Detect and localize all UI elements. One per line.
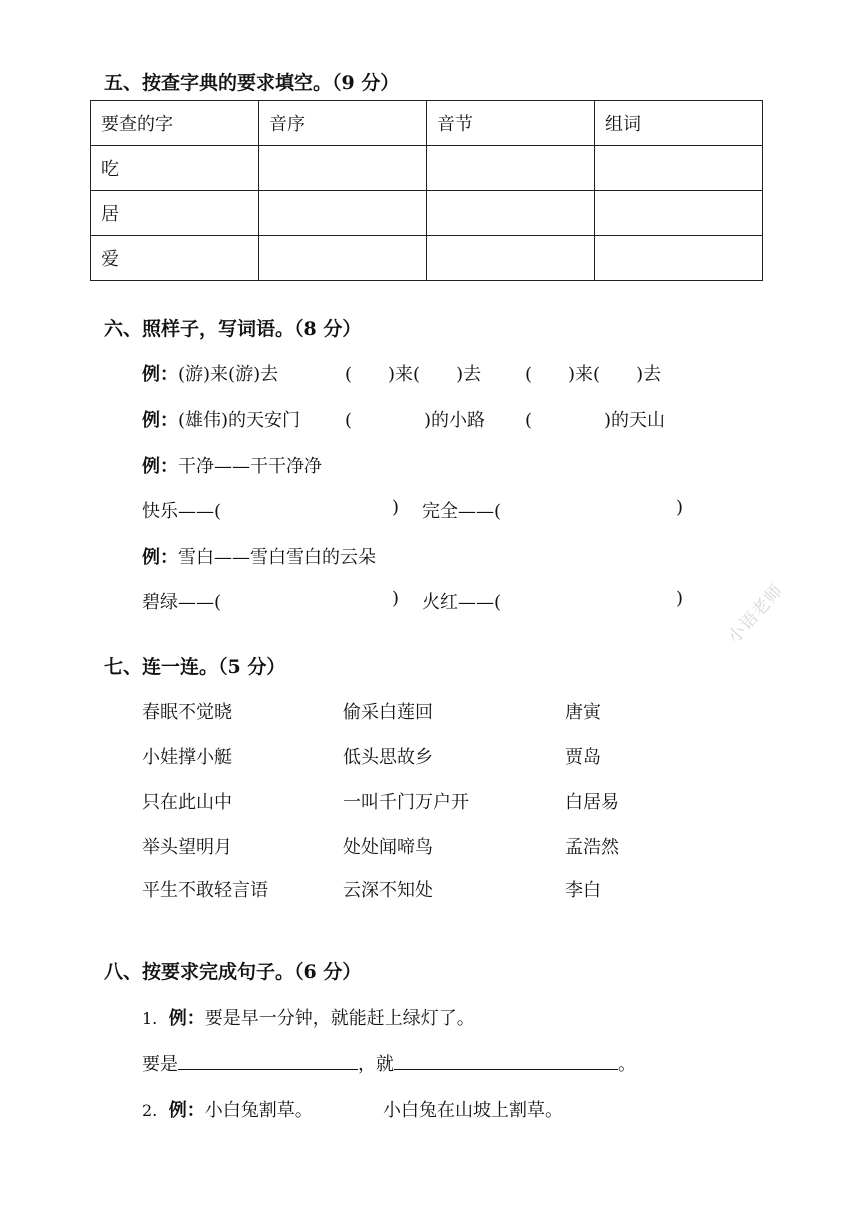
fill-sentence (142, 1050, 636, 1076)
watermark: 小语老师 (724, 580, 788, 648)
example-text: 干净——干干净净 (178, 456, 322, 477)
dictionary-table (90, 100, 763, 281)
blank-pair-a[interactable]: ( )来( )去 (345, 364, 482, 385)
example-text: 要是早一分钟，就能赶上绿灯了。 (204, 1008, 475, 1029)
list-item[interactable]: 举头望明月 (142, 837, 232, 858)
question-2 (142, 1096, 313, 1122)
example-text: (雄伟)的天安门 (178, 410, 301, 431)
list-item[interactable]: 李白 (565, 880, 601, 901)
list-item[interactable]: 只在此山中 (142, 792, 232, 813)
table-header-cell: 要查的字 (91, 101, 259, 146)
list-item[interactable]: 贾岛 (565, 747, 601, 768)
blank-phrase-b[interactable]: ( )的天山 (525, 410, 666, 431)
example-label: 例： (142, 456, 178, 477)
example-label: 例： (168, 1100, 205, 1121)
blank-phrase-a[interactable]: ( )的小路 (345, 410, 486, 431)
list-item[interactable]: 平生不敢轻言语 (142, 880, 268, 901)
example-line-3 (142, 452, 322, 478)
answer-blank[interactable] (178, 1051, 358, 1070)
table-cell-blank[interactable] (259, 236, 427, 281)
example-line-2 (142, 406, 300, 432)
answer-blank[interactable] (394, 1051, 618, 1070)
question-number: 2. (142, 1101, 158, 1120)
table-cell-blank[interactable] (595, 146, 763, 191)
close-paren: ) (676, 497, 684, 518)
word-prompt: 碧绿——( (142, 592, 222, 613)
example-label: 例： (142, 410, 178, 431)
list-item[interactable]: 处处闻啼鸟 (343, 837, 433, 858)
example-line-5 (142, 543, 376, 569)
fill-prefix: 要是 (142, 1054, 178, 1075)
example-label: 例： (168, 1008, 205, 1029)
list-item[interactable]: 唐寅 (565, 702, 601, 723)
word-prompt: 火红——( (422, 592, 502, 613)
table-cell-blank[interactable] (595, 191, 763, 236)
table-cell-blank[interactable] (595, 236, 763, 281)
table-cell-blank[interactable] (259, 146, 427, 191)
example-text: (游)来(游)去 (178, 364, 279, 385)
table-header-row (91, 101, 763, 146)
example-text: 小白兔割草。 (204, 1100, 313, 1121)
section-5-title: 五、按查字典的要求填空。（9 分） (104, 72, 400, 94)
section-6-title: 六、照样子，写词语。（8 分） (104, 318, 362, 340)
list-item[interactable]: 偷采白莲回 (343, 702, 433, 723)
table-cell-char: 吃 (91, 146, 259, 191)
table-row (91, 191, 763, 236)
question-number: 1. (142, 1009, 158, 1028)
table-header-cell: 音序 (259, 101, 427, 146)
section-8-title: 八、按要求完成句子。（6 分） (104, 961, 362, 983)
word-prompt: 完全——( (422, 501, 502, 522)
example-label: 例： (142, 364, 178, 385)
section-7-title: 七、连一连。（5 分） (104, 656, 286, 678)
list-item[interactable]: 春眠不觉晓 (142, 702, 232, 723)
table-row (91, 146, 763, 191)
list-item[interactable]: 一叫千门万户开 (343, 792, 469, 813)
table-header-cell: 组词 (595, 101, 763, 146)
table-cell-blank[interactable] (259, 191, 427, 236)
table-cell-blank[interactable] (427, 191, 595, 236)
close-paren: ) (392, 497, 400, 518)
fill-middle: ，就 (358, 1054, 394, 1075)
fill-end: 。 (618, 1054, 636, 1075)
close-paren: ) (676, 588, 684, 609)
example-label: 例： (142, 547, 178, 568)
list-item[interactable]: 孟浩然 (565, 837, 619, 858)
table-cell-blank[interactable] (427, 146, 595, 191)
table-cell-char: 爱 (91, 236, 259, 281)
word-prompt: 快乐——( (142, 501, 222, 522)
example-text-2: 小白兔在山坡上割草。 (383, 1100, 563, 1121)
list-item[interactable]: 云深不知处 (343, 880, 433, 901)
list-item[interactable]: 低头思故乡 (343, 747, 433, 768)
question-1 (142, 1004, 475, 1030)
example-line-1 (142, 360, 278, 386)
table-cell-char: 居 (91, 191, 259, 236)
table-header-cell: 音节 (427, 101, 595, 146)
table-row (91, 236, 763, 281)
list-item[interactable]: 白居易 (565, 792, 619, 813)
blank-pair-b[interactable]: ( )来( )去 (525, 364, 662, 385)
example-text: 雪白——雪白雪白的云朵 (178, 547, 376, 568)
table-cell-blank[interactable] (427, 236, 595, 281)
list-item[interactable]: 小娃撑小艇 (142, 747, 232, 768)
close-paren: ) (392, 588, 400, 609)
